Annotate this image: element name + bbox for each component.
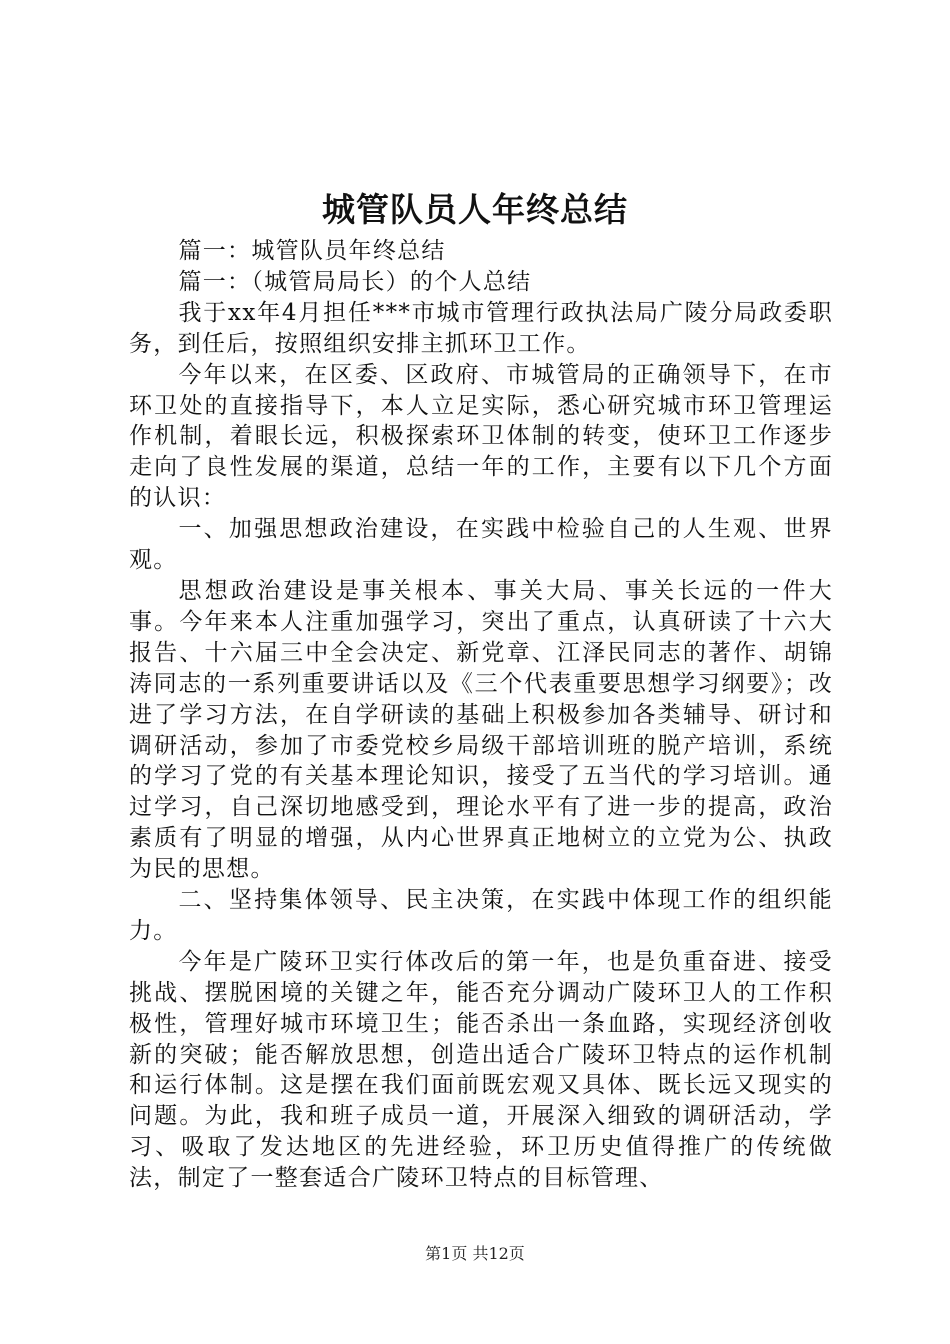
paragraph: 思想政治建设是事关根本、事关大局、事关长远的一件大事。今年来本人注重加强学习，突出了重点，认真研读了十六大报告、十六届三中全会决定、新党章、江泽民同志的著作、胡锦涛同志的一系列重要讲话以及《三个代表重要思想学习纲要》；改进了学习方法，在自学研读的基础上积极参加各类辅导、研讨和调研活动，参加了市委党校乡局级干部培训班的脱产培训，系统的学习了党的有关基本理论知识，接受了五当代的学习培训。通过学习，自己深切地感受到，理论水平有了进一步的提高，政治素质有了明显的增强，从内心世界真正地树立的立党为公、执政为民的思想。 xyxy=(129,577,833,883)
paragraph-heading-two: 二、坚持集体领导、民主决策，在实践中体现工作的组织能力。 xyxy=(129,887,833,944)
paragraph-subheading: 篇一：（城管局局长）的个人总结 xyxy=(178,268,532,295)
paragraph: 今年以来，在区委、区政府、市城管局的正确领导下，在市环卫处的直接指导下，本人立足实际，悉心研究城市环卫管理运作机制，着眼长远，积极探索环卫体制的转变，使环卫工作逐步走向了良性发展的渠道，总结一年的工作，主要有以下几个方面的认识： xyxy=(129,361,833,512)
paragraph-heading-one: 一、加强思想政治建设，在实践中检验自己的人生观、世界观。 xyxy=(129,516,833,574)
paragraph: 我于xx年4月担任***市城市管理行政执法局广陵分局政委职务，到任后，按照组织安排主抓环卫工作。 xyxy=(129,299,833,357)
document-body xyxy=(129,236,833,1194)
page-number-footer: 第1页 共12页 xyxy=(425,1244,525,1263)
paragraph-section-heading: 篇一：城管队员年终总结 xyxy=(178,238,446,264)
document-title: 城管队员人年终总结 xyxy=(322,190,628,229)
paragraph: 今年是广陵环卫实行体改后的第一年，也是负重奋进、接受挑战、摆脱困境的关键之年，能否充分调动广陵环卫人的工作积极性，管理好城市环境卫生；能否杀出一条血路，实现经济创收新的突破；能否解放思想，创造出适合广陵环卫特点的运作机制和运行体制。这是摆在我们面前既宏观又具体、既长远又现实的问题。为此，我和班子成员一道，开展深入细致的调研活动，学习、吸取了发达地区的先进经验，环卫历史值得推广的传统做法，制定了一整套适合广陵环卫特点的目标管理、 xyxy=(129,948,833,1192)
